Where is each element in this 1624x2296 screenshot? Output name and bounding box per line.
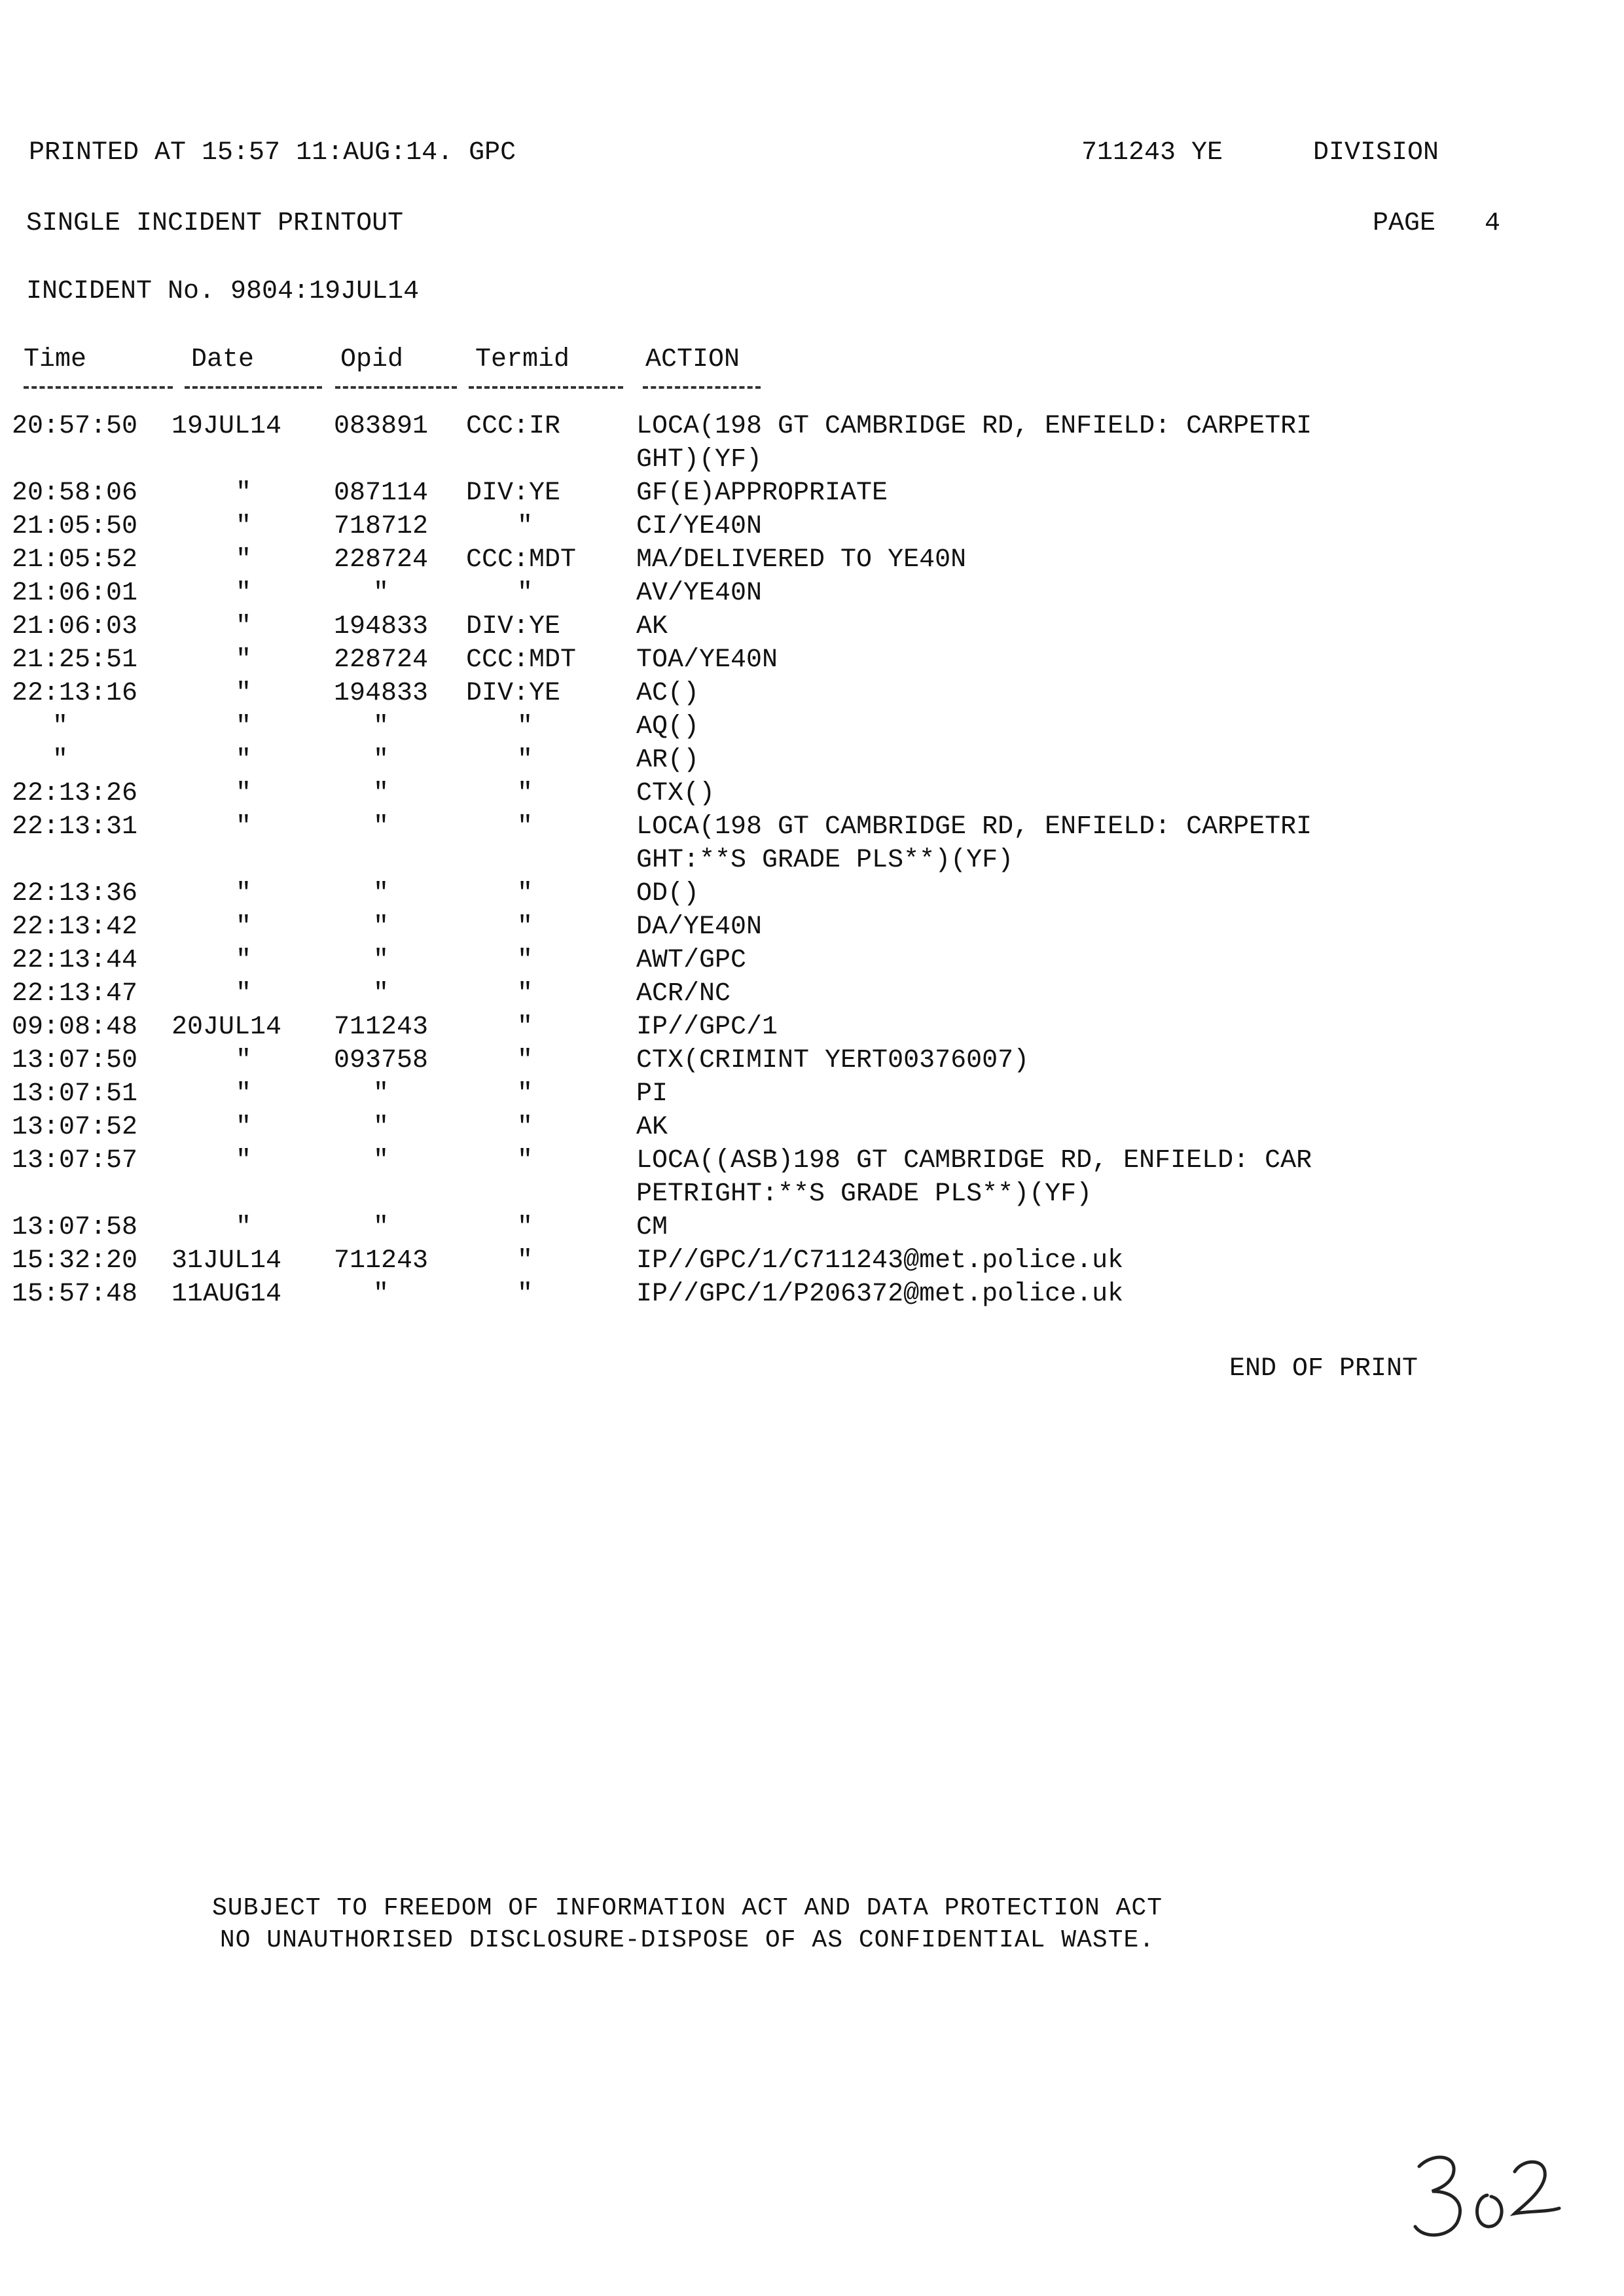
cell-action: AQ() (636, 712, 700, 742)
cell-action: OD() (636, 879, 700, 908)
cell-termid: " (517, 712, 533, 742)
header-underline (643, 386, 761, 389)
cell-date: " (236, 946, 252, 975)
division-label: DIVISION (1313, 138, 1439, 168)
cell-opid: 228724 (334, 645, 429, 675)
cell-action: GF(E)APPROPRIATE (636, 478, 888, 508)
cell-date: 20JUL14 (171, 1013, 282, 1042)
cell-termid: " (517, 1146, 533, 1175)
cell-date: " (236, 1113, 252, 1142)
table-row (0, 610, 1624, 643)
cell-action: PI (636, 1079, 668, 1109)
cell-action: DA/YE40N (636, 912, 763, 942)
cell-time: 13:07:50 (12, 1046, 138, 1075)
table-row (0, 1211, 1624, 1244)
cell-action: CM (636, 1213, 668, 1242)
cell-action: MA/DELIVERED TO YE40N (636, 545, 967, 575)
cell-date: " (236, 1046, 252, 1075)
cell-termid: CCC:MDT (466, 545, 577, 575)
cell-termid: " (517, 1046, 533, 1075)
cell-termid: " (517, 1213, 533, 1242)
cell-action: AV/YE40N (636, 579, 763, 608)
cell-time: 20:57:50 (12, 412, 138, 441)
cell-action: AC() (636, 679, 700, 708)
cell-date: " (236, 545, 252, 575)
cell-time: 22:13:31 (12, 812, 138, 842)
cell-termid: " (517, 912, 533, 942)
cell-date: " (236, 1213, 252, 1242)
cell-opid: 194833 (334, 612, 429, 641)
cell-time: 13:07:57 (12, 1146, 138, 1175)
page-number: 4 (1485, 209, 1501, 238)
cell-opid: 093758 (334, 1046, 429, 1075)
cell-termid: " (517, 579, 533, 608)
cell-termid: " (517, 946, 533, 975)
cell-action-continuation: GHT)(YF) (636, 445, 763, 475)
cell-action: AK (636, 1113, 668, 1142)
cell-opid: " (373, 979, 389, 1009)
cell-termid: " (517, 1280, 533, 1309)
table-row (0, 1111, 1624, 1144)
cell-action: LOCA(198 GT CAMBRIDGE RD, ENFIELD: CARPETRI (636, 812, 1312, 842)
cell-action-continuation: PETRIGHT:**S GRADE PLS**)(YF) (636, 1179, 1092, 1209)
cell-opid: " (373, 1213, 389, 1242)
cell-date: " (236, 1146, 252, 1175)
cell-date: " (236, 745, 252, 775)
cell-time: " (52, 712, 69, 742)
table-row (0, 643, 1624, 677)
table-row (0, 1044, 1624, 1077)
cell-termid: DIV:YE (466, 478, 561, 508)
column-header-action: ACTION (645, 345, 740, 374)
printed-at-line: PRINTED AT 15:57 11:AUG:14. GPC (29, 138, 516, 168)
table-row (0, 1144, 1624, 1177)
cell-time: 09:08:48 (12, 1013, 138, 1042)
page-label: PAGE (1373, 209, 1436, 238)
cell-termid: " (517, 879, 533, 908)
cell-termid: DIV:YE (466, 612, 561, 641)
column-header-termid: Termid (475, 345, 570, 374)
cell-time: 13:07:58 (12, 1213, 138, 1242)
table-row (0, 977, 1624, 1011)
cell-date: " (236, 478, 252, 508)
end-of-print-marker: END OF PRINT (1229, 1354, 1418, 1384)
cell-termid: " (517, 812, 533, 842)
cell-termid: CCC:MDT (466, 645, 577, 675)
cell-action: AK (636, 612, 668, 641)
table-row (0, 543, 1624, 577)
cell-action: AR() (636, 745, 700, 775)
cell-opid: " (373, 812, 389, 842)
cell-time: 22:13:44 (12, 946, 138, 975)
table-row (0, 777, 1624, 810)
cell-date: " (236, 779, 252, 808)
cell-opid: " (373, 745, 389, 775)
header-underline (24, 386, 173, 389)
column-header-time: Time (24, 345, 87, 374)
cell-action: CI/YE40N (636, 512, 763, 541)
table-row (0, 1077, 1624, 1111)
table-row (0, 410, 1624, 443)
cell-termid: " (517, 779, 533, 808)
cell-action: ACR/NC (636, 979, 731, 1009)
table-row (0, 510, 1624, 543)
user-ref: 711243 YE (1081, 138, 1223, 168)
cell-termid: " (517, 1013, 533, 1042)
table-row (0, 810, 1624, 844)
cell-time: 15:57:48 (12, 1280, 138, 1309)
cell-time: 22:13:42 (12, 912, 138, 942)
cell-termid: " (517, 979, 533, 1009)
cell-opid: 711243 (334, 1013, 429, 1042)
column-header-date: Date (191, 345, 255, 374)
cell-time: 21:05:50 (12, 512, 138, 541)
table-row (0, 1011, 1624, 1044)
cell-termid: DIV:YE (466, 679, 561, 708)
cell-time: 22:13:16 (12, 679, 138, 708)
cell-time: 15:32:20 (12, 1246, 138, 1276)
cell-date: " (236, 879, 252, 908)
cell-time: 20:58:06 (12, 478, 138, 508)
cell-action: LOCA(198 GT CAMBRIDGE RD, ENFIELD: CARPETRI (636, 412, 1312, 441)
handwritten-page-number (1407, 2140, 1564, 2251)
cell-date: " (236, 1079, 252, 1109)
cell-time: 13:07:51 (12, 1079, 138, 1109)
footer-disclaimer-line-2: NO UNAUTHORISED DISCLOSURE-DISPOSE OF AS CONFIDENTIAL WASTE. (219, 1926, 1155, 1954)
table-row (0, 944, 1624, 977)
cell-date: " (236, 712, 252, 742)
table-row (0, 1278, 1624, 1311)
cell-date: 11AUG14 (171, 1280, 282, 1309)
cell-opid: " (373, 912, 389, 942)
cell-termid: " (517, 512, 533, 541)
cell-date: " (236, 645, 252, 675)
cell-action: CTX(CRIMINT YERT00376007) (636, 1046, 1030, 1075)
cell-date: " (236, 512, 252, 541)
table-row (0, 476, 1624, 510)
cell-time: 21:06:03 (12, 612, 138, 641)
cell-action: CTX() (636, 779, 715, 808)
cell-opid: 087114 (334, 478, 429, 508)
cell-time: 22:13:47 (12, 979, 138, 1009)
cell-date: " (236, 979, 252, 1009)
cell-opid: " (373, 1280, 389, 1309)
header-underline (469, 386, 623, 389)
cell-opid: 711243 (334, 1246, 429, 1276)
cell-date: " (236, 679, 252, 708)
cell-action: LOCA((ASB)198 GT CAMBRIDGE RD, ENFIELD: CAR (636, 1146, 1312, 1175)
header-underline (335, 386, 457, 389)
table-row (0, 1244, 1624, 1278)
cell-date: " (236, 812, 252, 842)
cell-date: 31JUL14 (171, 1246, 282, 1276)
cell-time: " (52, 745, 69, 775)
cell-action: IP//GPC/1/P206372@met.police.uk (636, 1280, 1124, 1309)
cell-time: 21:06:01 (12, 579, 138, 608)
cell-action: IP//GPC/1/C711243@met.police.uk (636, 1246, 1124, 1276)
cell-termid: " (517, 1079, 533, 1109)
cell-opid: 228724 (334, 545, 429, 575)
cell-opid: 718712 (334, 512, 429, 541)
cell-opid: 194833 (334, 679, 429, 708)
cell-opid: " (373, 712, 389, 742)
table-row (0, 577, 1624, 610)
cell-opid: " (373, 946, 389, 975)
table-row (0, 677, 1624, 710)
table-row (0, 910, 1624, 944)
column-header-opid: Opid (340, 345, 404, 374)
cell-opid: 083891 (334, 412, 429, 441)
cell-time: 22:13:36 (12, 879, 138, 908)
cell-time: 13:07:52 (12, 1113, 138, 1142)
table-row (0, 744, 1624, 777)
cell-action-continuation: GHT:**S GRADE PLS**)(YF) (636, 846, 1014, 875)
cell-termid: " (517, 1246, 533, 1276)
table-row (0, 710, 1624, 744)
cell-termid: " (517, 745, 533, 775)
cell-opid: " (373, 1113, 389, 1142)
table-row (0, 877, 1624, 910)
document-title: SINGLE INCIDENT PRINTOUT (26, 209, 404, 238)
cell-date: 19JUL14 (171, 412, 282, 441)
cell-termid: CCC:IR (466, 412, 561, 441)
cell-date: " (236, 579, 252, 608)
incident-number: INCIDENT No. 9804:19JUL14 (26, 277, 420, 306)
cell-opid: " (373, 879, 389, 908)
cell-time: 21:25:51 (12, 645, 138, 675)
cell-date: " (236, 912, 252, 942)
cell-action: IP//GPC/1 (636, 1013, 778, 1042)
cell-termid: " (517, 1113, 533, 1142)
footer-disclaimer-line-1: SUBJECT TO FREEDOM OF INFORMATION ACT AND DATA PROTECTION ACT (211, 1894, 1163, 1922)
cell-time: 21:05:52 (12, 545, 138, 575)
cell-action: AWT/GPC (636, 946, 747, 975)
cell-opid: " (373, 1079, 389, 1109)
cell-action: TOA/YE40N (636, 645, 778, 675)
cell-opid: " (373, 1146, 389, 1175)
header-underline (185, 386, 322, 389)
cell-opid: " (373, 579, 389, 608)
cell-date: " (236, 612, 252, 641)
cell-time: 22:13:26 (12, 779, 138, 808)
cell-opid: " (373, 779, 389, 808)
